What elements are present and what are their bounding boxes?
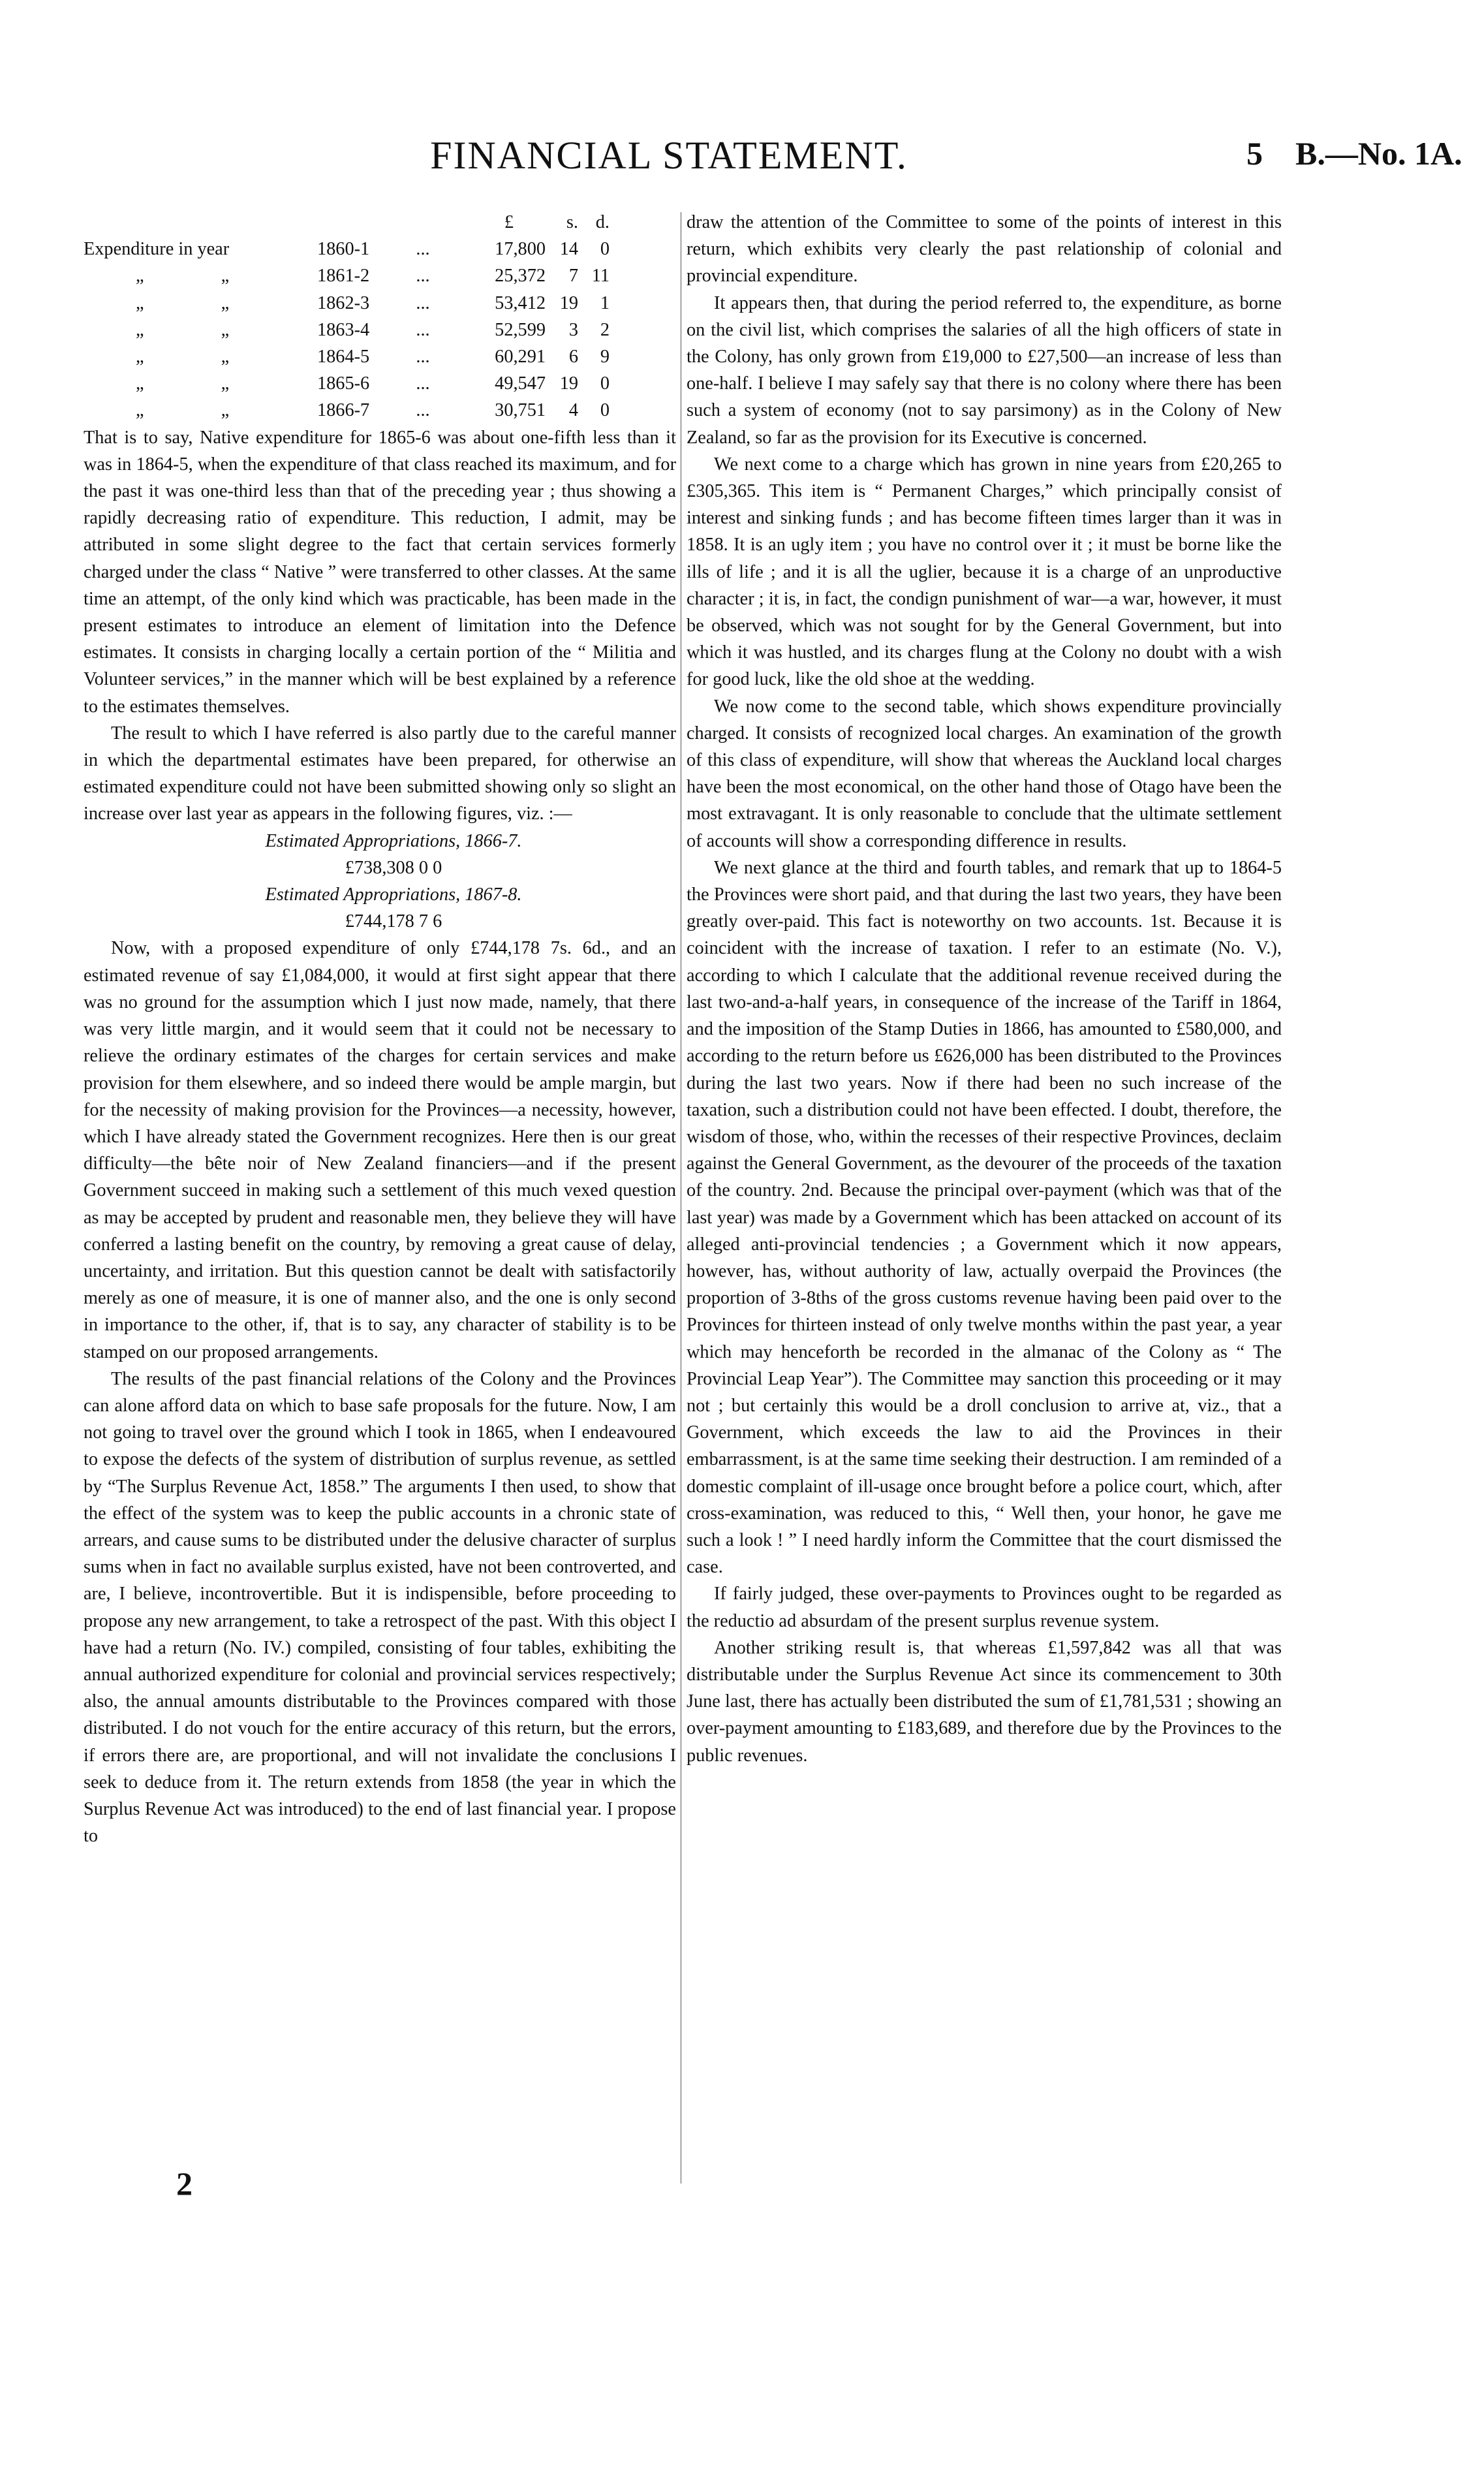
row-shillings: 3	[568, 319, 578, 340]
paragraph: draw the attention of the Committee to some of the points of interest in this return, which exhibits very clearly the past relationship of colonial and provincial expenditure.	[687, 212, 1282, 287]
row-pence: 11	[591, 266, 610, 287]
row-year: 1864-5	[317, 347, 370, 368]
row-pounds: 60,291	[495, 347, 546, 368]
row-dots: ...	[416, 373, 430, 394]
footer-page-number: 2	[176, 2165, 193, 2202]
paragraph: The results of the past financial relations of the Colony and the Provinces can alone afford data on which to base safe proposals for the future. Now, I am not going to travel over the ground which I took in 1865, when I endeavoured to expose the defects of the system of distribution of surplus revenue, as settled by “The Surplus Revenue Act, 1858.” The arguments I then used, to show that the effect of the system was to keep the public accounts in a chronic state of arrears, and cause sums to be distributed under the delusive character of surplus sums when in fact no available surplus existed, have not been controverted, and are, I believe, incontrovertible. But it is indispensible, before proceeding to propose any new arrangement, to take a retrospect of the past. With this object I have had a return (No. IV.) compiled, consisting of four tables, exhibiting the annual authorized expenditure for colonial and provincial services respectively; also, the annual amounts distributable to the Provinces compared with those distributed. I do not vouch for the entire accuracy of this return, but the errors, if errors there are, are proportional, and will not invalidate the conclusions I seek to deduce from it. The return extends from 1858 (the year in which the Surplus Revenue Act was introduced) to the end of last financial year. I propose to	[84, 1368, 676, 1847]
row-year: 1862-3	[317, 292, 370, 313]
paragraph: It appears then, that during the period referred to, the expenditure, as borne on the civil list, which comprises the salaries of all the high officers of state in the Colony, has only grown from £19,000 to £27,500—an increase of less than one-half. I believe I may safely say that there is no colony where there has been such a system of economy (not to say parsimony) as in the Colony of New Zealand, so far as the provision for its Executive is concerned.	[687, 292, 1282, 448]
row-year: 1865-6	[317, 373, 370, 394]
ditto-mark: „	[221, 292, 230, 313]
row-pounds: 52,599	[495, 319, 546, 340]
row-shillings: 6	[568, 347, 578, 368]
ditto-mark: „	[136, 347, 144, 368]
row-shillings: 4	[568, 400, 578, 421]
table-row	[84, 343, 610, 370]
row-pence: 2	[600, 319, 610, 340]
table-row	[84, 370, 610, 397]
row-pence: 9	[600, 347, 610, 368]
row-label: Expenditure in year	[84, 239, 230, 260]
row-dots: ...	[416, 239, 430, 260]
ditto-mark: „	[221, 319, 230, 340]
paragraph: Another striking result is, that whereas £1,597,842 was all that was distributable under the Surplus Revenue Act since its commencement to 30th June last, there has actually been distributed the sum of £1,781,531 ; showing an over-payment amounting to £183,689, and therefore due by the Provinces to the public revenues.	[687, 1637, 1282, 1766]
paragraph: If fairly judged, these over-payments to Provinces ought to be regarded as the reductio ad absurdam of the present surplus revenue system.	[687, 1584, 1282, 1631]
row-pence: 0	[600, 400, 610, 421]
table-row	[84, 236, 610, 262]
ditto-mark: „	[136, 266, 144, 287]
ditto-mark: „	[136, 373, 144, 394]
document-reference: B.—No. 1A.	[1295, 135, 1462, 172]
pounds-header: £	[504, 212, 514, 232]
row-dots: ...	[416, 266, 430, 287]
row-year: 1863-4	[317, 319, 370, 340]
row-pounds: 17,800	[495, 239, 546, 260]
row-pence: 0	[600, 239, 610, 260]
row-shillings: 19	[559, 373, 578, 394]
expenditure-table	[84, 209, 610, 424]
ditto-mark: „	[221, 400, 230, 421]
table-row	[84, 262, 610, 289]
ditto-mark: „	[136, 319, 144, 340]
left-column	[84, 209, 676, 1849]
appropriation-amount: £744,178 7 6	[345, 911, 442, 932]
ditto-mark: „	[221, 347, 230, 368]
pence-header: d.	[595, 212, 610, 232]
right-column	[687, 209, 1282, 1769]
paragraph: The result to which I have referred is also partly due to the careful manner in which the departmental estimates have been prepared, for otherwise an estimated expenditure could not have been submitted showing only so slight an increase over last year as appears in the following figures, viz. :—	[84, 723, 676, 824]
paragraph: Now, with a proposed expenditure of only £744,178 7s. 6d., and an estimated revenue of say £1,084,000, it would at first sight appear that there was no ground for the assumption which I just now made, namely, that there was very little margin, and it would seem that it could not be necessary to relieve the ordinary estimates of the charges for certain services and make provision for them elsewhere, and so indeed there would be ample margin, but for the necessity of making provision for the Provinces—a necessity, however, which I have already stated the Government recognizes. Here then is our great difficulty—the bête noir of New Zealand financiers—and if the present Government succeed in making such a settlement of this much vexed question as may be accepted by prudent and reasonable men, they believe they will have conferred a lasting benefit on the country, by removing a great cause of delay, uncertainty, and irritation. But this question cannot be dealt with satisfactorily merely as one of measure, it is one of manner also, and the one is only second in importance to the other, if, that is to say, any character of stability is to be stamped on our proposed arrangements.	[84, 938, 676, 1362]
row-pence: 0	[600, 373, 610, 394]
row-dots: ...	[416, 400, 430, 421]
row-dots: ...	[416, 347, 430, 368]
page-number-header: 5	[1246, 135, 1263, 172]
paragraph: That is to say, Native expenditure for 1865-6 was about one-fifth less than it was in 1864-5, when the expenditure of that class reached its maximum, and for the past it was one-third less than that of the preceding year ; thus showing a rapidly decreasing ratio of expenditure. This reduction, I admit, may be attributed in some slight degree to the fact that certain services formerly charged under the class “ Native ” were transferred to other classes. At the same time an attempt, of the only kind which was practicable, has been made in the present estimates to introduce an element of limitation into the Defence estimates. It consists in charging locally a certain portion of the “ Militia and Volunteer services,” in the manner which will be best explained by a reference to the estimates themselves.	[84, 427, 676, 717]
row-shillings: 7	[568, 266, 578, 287]
appropriation-label: Estimated Appropriations, 1867-8.	[265, 885, 522, 905]
row-year: 1866-7	[317, 400, 370, 421]
table-row	[84, 317, 610, 343]
ditto-mark: „	[136, 400, 144, 421]
table-header-row	[84, 209, 610, 236]
ditto-mark: „	[136, 292, 144, 313]
row-pounds: 53,412	[495, 292, 546, 313]
row-year: 1861-2	[317, 266, 370, 287]
paragraph: We next come to a charge which has grown in nine years from £20,265 to £305,365. This item is “ Permanent Charges,” which principally consist of interest and sinking funds ; and has become fifteen times larger than it was in 1858. It is an ugly item ; you have no control over it ; it must be borne like the ills of life ; and it is all the uglier, because it is a charge of an unproductive character ; it is, in fact, the condign punishment of war—a war, however, it must be observed, which was not sought for by the General Government, but into which it was hustled, and its charges flung at the Colony no doubt with a wish for good luck, like the old shoe at the wedding.	[687, 454, 1282, 690]
table-row	[84, 290, 610, 317]
appropriation-amount: £738,308 0 0	[345, 857, 442, 878]
ditto-mark: „	[221, 266, 230, 287]
row-pounds: 25,372	[495, 266, 546, 287]
appropriation-label: Estimated Appropriations, 1866-7.	[265, 830, 522, 851]
row-year: 1860-1	[317, 239, 370, 260]
row-dots: ...	[416, 292, 430, 313]
row-pence: 1	[600, 292, 610, 313]
row-shillings: 14	[559, 239, 578, 260]
shillings-header: s.	[566, 212, 578, 232]
row-dots: ...	[416, 319, 430, 340]
page-title: FINANCIAL STATEMENT.	[430, 134, 908, 177]
row-shillings: 19	[559, 292, 578, 313]
table-row	[84, 397, 610, 424]
paragraph: We now come to the second table, which shows expenditure provincially charged. It consists of recognized local charges. An examination of the growth of this class of expenditure, will show that whereas the Auckland local charges have been the most economical, on the other hand those of Otago have been the most extravagant. It is only reasonable to conclude that the ultimate settlement of accounts will show a corresponding difference in results.	[687, 696, 1282, 851]
paragraph: We next glance at the third and fourth tables, and remark that up to 1864-5 the Provinces were short paid, and that during the last two years, they have been greatly over-paid. This fact is noteworthy on two accounts. 1st. Because it is coincident with the increase of taxation. I refer to an estimate (No. V.), according to which I calculate that the additional revenue received during the last two-and-a-half years, in consequence of the increase of the Tariff in 1864, and the imposition of the Stamp Duties in 1866, has amounted to £580,000, and according to the return before us £626,000 has been distributed to the Provinces during the last two years. Now if there had been no such increase of the taxation, such a distribution could not have been effected. I doubt, therefore, the wisdom of those, who, within the recesses of their respective Provinces, declaim against the General Government, as the devourer of the proceeds of the taxation of the country. 2nd. Because the principal over-payment (which was that of the last year) was made by a Government which has been attacked on account of its alleged anti-provincial tendencies ; a Government which it now appears, however, has, without authority of law, actually overpaid the Provinces (the proportion of 3-8ths of the gross customs revenue having been paid over to the Provinces for thirteen instead of only twelve months within the past year, a year which may henceforth be recorded in the almanac of the Colony as “ The Provincial Leap Year”). The Committee may sanction this proceeding or it may not ; but certainly this would be a droll conclusion to arrive at, viz., that a Government, which exceeds the law to aid the Provinces in their embarrassment, is at the same time seeking their destruction. I am reminded of a domestic complaint of ill-usage once brought before a police court, which, after cross-examination, was reduced to this, “ Well then, your honor, he gave me such a look ! ” I need hardly inform the Committee that the court dismissed the case.	[687, 857, 1282, 1578]
row-pounds: 49,547	[495, 373, 546, 394]
row-pounds: 30,751	[495, 400, 546, 421]
ditto-mark: „	[221, 373, 230, 394]
